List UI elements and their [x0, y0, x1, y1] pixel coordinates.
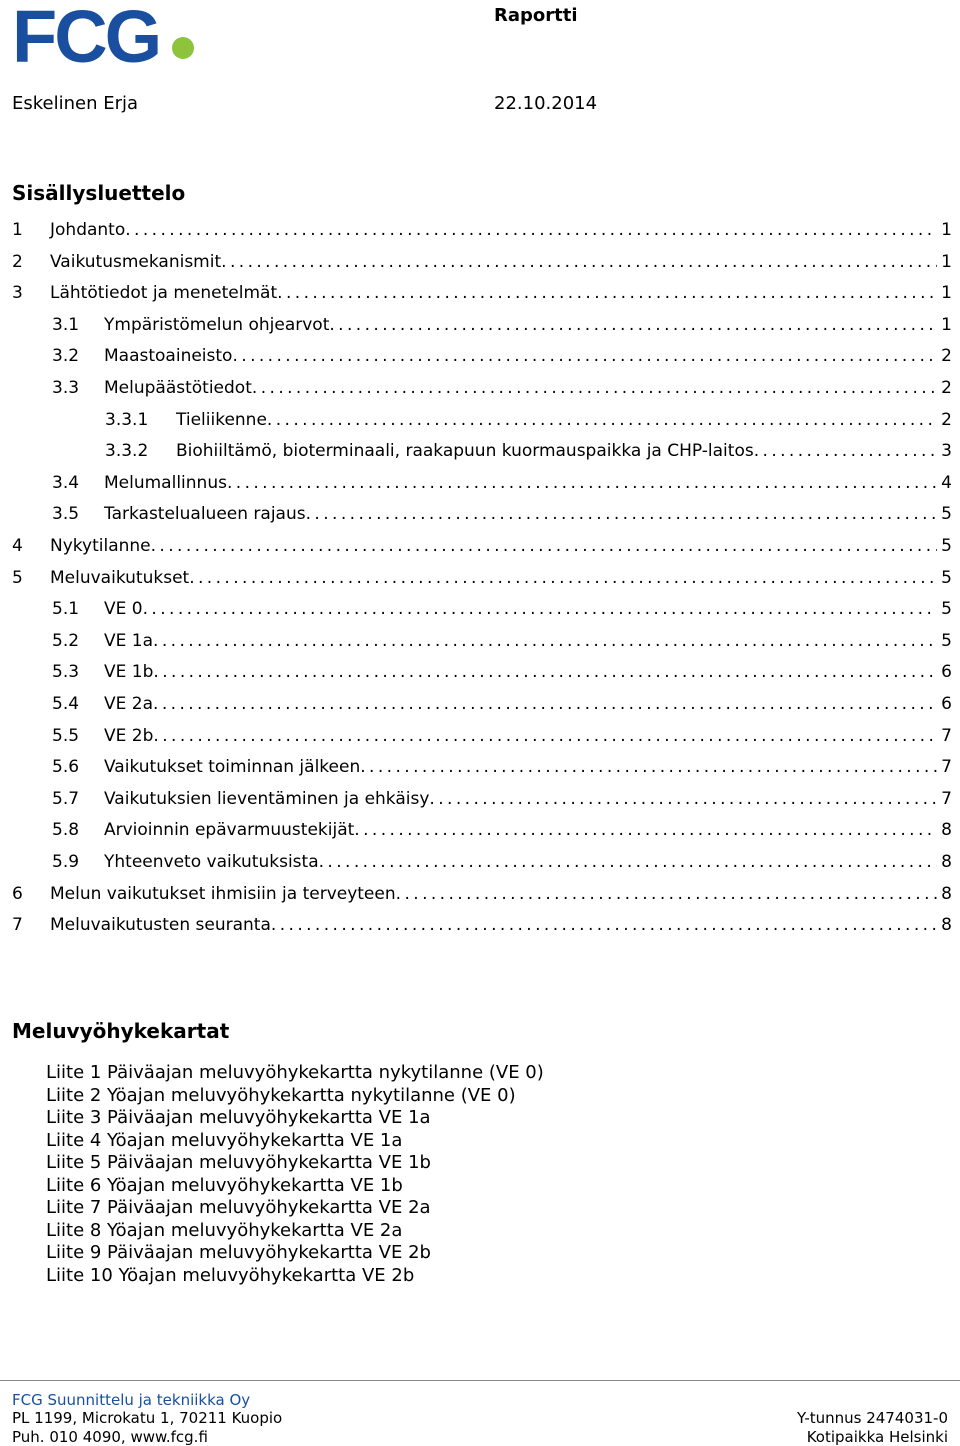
toc-item[interactable] — [0, 884, 960, 912]
toc-item-page: 5 — [941, 504, 952, 525]
toc-item-page: 6 — [941, 694, 952, 714]
toc-item-page: 5 — [941, 536, 952, 556]
toc-item[interactable] — [0, 726, 960, 754]
toc-item-leader — [153, 726, 937, 746]
toc-item-title: Vaikutukset toiminnan jälkeen — [104, 757, 361, 778]
toc-item-number: 3.4 — [52, 472, 80, 493]
toc-item[interactable] — [0, 662, 960, 690]
toc-item-number: 5.8 — [52, 820, 80, 841]
toc-item-leader — [354, 820, 937, 840]
toc-item-page: 1 — [941, 283, 952, 304]
toc-item-title: Melun vaikutukset ihmisiin ja terveyteen — [50, 883, 396, 904]
toc-item[interactable] — [0, 441, 960, 469]
footer-divider — [0, 1380, 960, 1381]
date: 22.10.2014 — [494, 93, 598, 114]
toc-item[interactable] — [0, 536, 960, 564]
toc-item-title: Meluvaikutusten seuranta — [50, 915, 271, 936]
toc-item-number: 1 — [12, 220, 23, 240]
appendix-item[interactable]: Liite 4 Yöajan meluvyöhykekartta VE 1a — [46, 1129, 403, 1151]
toc-item-page: 2 — [941, 346, 952, 367]
toc-item-leader — [360, 757, 937, 777]
toc-item-leader — [429, 789, 937, 809]
toc-item-title: Vaikutuksien lieventäminen ja ehkäisy — [104, 788, 430, 809]
toc-item-page: 5 — [941, 599, 952, 620]
toc-item-page: 8 — [941, 883, 952, 904]
toc-item-page: 3 — [941, 441, 952, 462]
toc-item-number: 7 — [12, 915, 23, 936]
toc-item-number: 5.6 — [52, 757, 80, 778]
toc-item[interactable] — [0, 410, 960, 438]
toc-item-title: Maastoaineisto — [104, 346, 233, 367]
appendix-item[interactable]: Liite 9 Päiväajan meluvyöhykekartta VE 2b — [46, 1242, 431, 1263]
toc-item-page: 7 — [941, 757, 952, 778]
footer-business-id: Y-tunnus 2474031-0 — [796, 1409, 948, 1427]
toc-item-number: 3.2 — [52, 346, 80, 367]
logo-dot-icon — [172, 37, 194, 59]
toc-item-title: VE 2a — [104, 694, 154, 714]
appendix-item[interactable]: Liite 5 Päiväajan meluvyöhykekartta VE 1b — [46, 1152, 431, 1173]
toc-item-page: 1 — [941, 314, 952, 335]
toc-item-title: Tieliikenne — [176, 409, 267, 430]
toc-item-leader — [396, 884, 938, 904]
toc-item[interactable] — [0, 252, 960, 280]
appendix-heading: Meluvyöhykekartat — [12, 1019, 230, 1043]
toc-item[interactable] — [0, 568, 960, 596]
toc-item-title: Tarkastelualueen rajaus — [104, 504, 306, 525]
toc-item-number: 5.2 — [52, 630, 80, 651]
toc-item-leader — [232, 346, 937, 366]
toc-item[interactable] — [0, 820, 960, 848]
footer-company: FCG Suunnittelu ja tekniikka Oy — [12, 1391, 251, 1409]
toc-item-title: Melumallinnus — [104, 472, 227, 493]
toc-item-title: VE 2b — [104, 725, 154, 746]
toc-item-title: Biohiiltämö, bioterminaali, raakapuun kuormauspaikka ja CHP-laitos — [176, 441, 754, 462]
toc-item-leader — [252, 378, 937, 398]
toc-item-number: 5.7 — [52, 788, 80, 809]
company-logo — [12, 4, 202, 68]
toc-item[interactable] — [0, 599, 960, 627]
toc-item-number: 3.3.1 — [105, 409, 149, 430]
toc-item-title: Johdanto — [50, 220, 126, 240]
appendix-item[interactable]: Liite 3 Päiväajan meluvyöhykekartta VE 1a — [46, 1107, 431, 1128]
toc-item[interactable] — [0, 346, 960, 374]
footer-domicile: Kotipaikka Helsinki — [806, 1428, 948, 1446]
toc-item[interactable] — [0, 283, 960, 311]
toc-item-title: Lähtötiedot ja menetelmät — [50, 283, 278, 304]
toc-item-page: 7 — [941, 725, 952, 746]
toc-item[interactable] — [0, 315, 960, 343]
toc-item-leader — [221, 252, 937, 272]
toc-item[interactable] — [0, 915, 960, 943]
toc-item-page: 1 — [941, 220, 952, 240]
toc-item-title: Yhteenveto vaikutuksista — [104, 852, 319, 872]
toc-heading: Sisällysluettelo — [12, 181, 186, 205]
toc-item-number: 2 — [12, 251, 23, 272]
toc-item-title: VE 1a — [104, 630, 154, 651]
toc-item-page: 5 — [941, 630, 952, 651]
toc-item-number: 5.3 — [52, 662, 80, 683]
toc-item-title: Meluvaikutukset — [50, 567, 190, 588]
toc-item-number: 5.9 — [52, 852, 80, 872]
footer-address: PL 1199, Microkatu 1, 70211 Kuopio — [12, 1409, 283, 1427]
toc-item-number: 3 — [12, 283, 23, 304]
toc-item-number: 3.1 — [52, 314, 80, 335]
toc-item-number: 5.4 — [52, 694, 80, 714]
toc-item-page: 6 — [941, 662, 952, 683]
toc-item[interactable] — [0, 220, 960, 248]
toc-item-title: Vaikutusmekanismit — [50, 251, 222, 272]
toc-item-title: Nykytilanne — [50, 536, 151, 556]
appendix-item[interactable]: Liite 6 Yöajan meluvyöhykekartta VE 1b — [46, 1174, 403, 1196]
toc-item[interactable] — [0, 789, 960, 817]
author: Eskelinen Erja — [12, 93, 139, 114]
appendix-item[interactable]: Liite 2 Yöajan meluvyöhykekartta nykytilanne (VE 0) — [46, 1084, 516, 1106]
toc-item-page: 8 — [941, 820, 952, 841]
toc-item-leader — [153, 694, 937, 714]
toc-item-number: 5.1 — [52, 599, 80, 620]
toc-item[interactable] — [0, 504, 960, 532]
appendix-item[interactable]: Liite 8 Yöajan meluvyöhykekartta VE 2a — [46, 1219, 403, 1241]
toc-item-leader — [267, 410, 937, 430]
toc-item[interactable] — [0, 694, 960, 722]
toc-item-title: VE 0 — [104, 599, 143, 620]
toc-item-number: 3.5 — [52, 504, 80, 525]
toc-item-page: 2 — [941, 378, 952, 398]
toc-item-leader — [271, 915, 937, 935]
toc-item-leader — [227, 473, 937, 493]
toc-item-title: Melupäästötiedot — [104, 378, 252, 398]
toc-item[interactable] — [0, 852, 960, 880]
toc-item-page: 4 — [941, 472, 952, 493]
toc-item-leader — [153, 631, 937, 651]
toc-item-leader — [306, 504, 938, 524]
toc-item-leader — [329, 315, 937, 335]
toc-item-leader — [153, 662, 937, 682]
toc-item-page: 8 — [941, 852, 952, 872]
toc-item-number: 3.3.2 — [105, 441, 149, 462]
toc-item[interactable] — [0, 378, 960, 406]
toc-item[interactable] — [0, 757, 960, 785]
toc-item-title: Ympäristömelun ohjearvot — [104, 314, 330, 335]
toc-item-number: 3.3 — [52, 378, 80, 398]
toc-item-page: 5 — [941, 567, 952, 588]
toc-item-page: 8 — [941, 915, 952, 936]
toc-item-leader — [277, 283, 937, 303]
toc-item-page: 2 — [941, 409, 952, 430]
toc-item-leader — [319, 852, 938, 872]
toc-item-leader — [143, 599, 938, 619]
footer-contact: Puh. 010 4090, www.fcg.fi — [12, 1428, 208, 1446]
toc-item-number: 4 — [12, 536, 23, 556]
toc-item-title: Arvioinnin epävarmuustekijät — [104, 820, 355, 841]
toc-item[interactable] — [0, 473, 960, 501]
toc-item-leader — [125, 220, 937, 240]
toc-item-leader — [189, 568, 937, 588]
appendix-item[interactable]: Liite 7 Päiväajan meluvyöhykekartta VE 2a — [46, 1197, 431, 1218]
toc-item-page: 1 — [941, 251, 952, 272]
appendix-item[interactable]: Liite 10 Yöajan meluvyöhykekartta VE 2b — [46, 1264, 415, 1286]
toc-item-number: 5 — [12, 567, 23, 588]
appendix-list — [46, 1062, 544, 1287]
toc-item-number: 5.5 — [52, 725, 80, 746]
logo-text: FCG — [12, 4, 160, 68]
toc-item-number: 6 — [12, 883, 23, 904]
toc-item-title: VE 1b — [104, 662, 154, 683]
toc-item-page: 7 — [941, 788, 952, 809]
toc-item-leader — [754, 441, 937, 461]
doc-type: Raportti — [494, 5, 578, 26]
appendix-item[interactable]: Liite 1 Päiväajan meluvyöhykekartta nykytilanne (VE 0) — [46, 1062, 544, 1083]
toc-item-leader — [151, 536, 938, 556]
toc-item[interactable] — [0, 631, 960, 659]
